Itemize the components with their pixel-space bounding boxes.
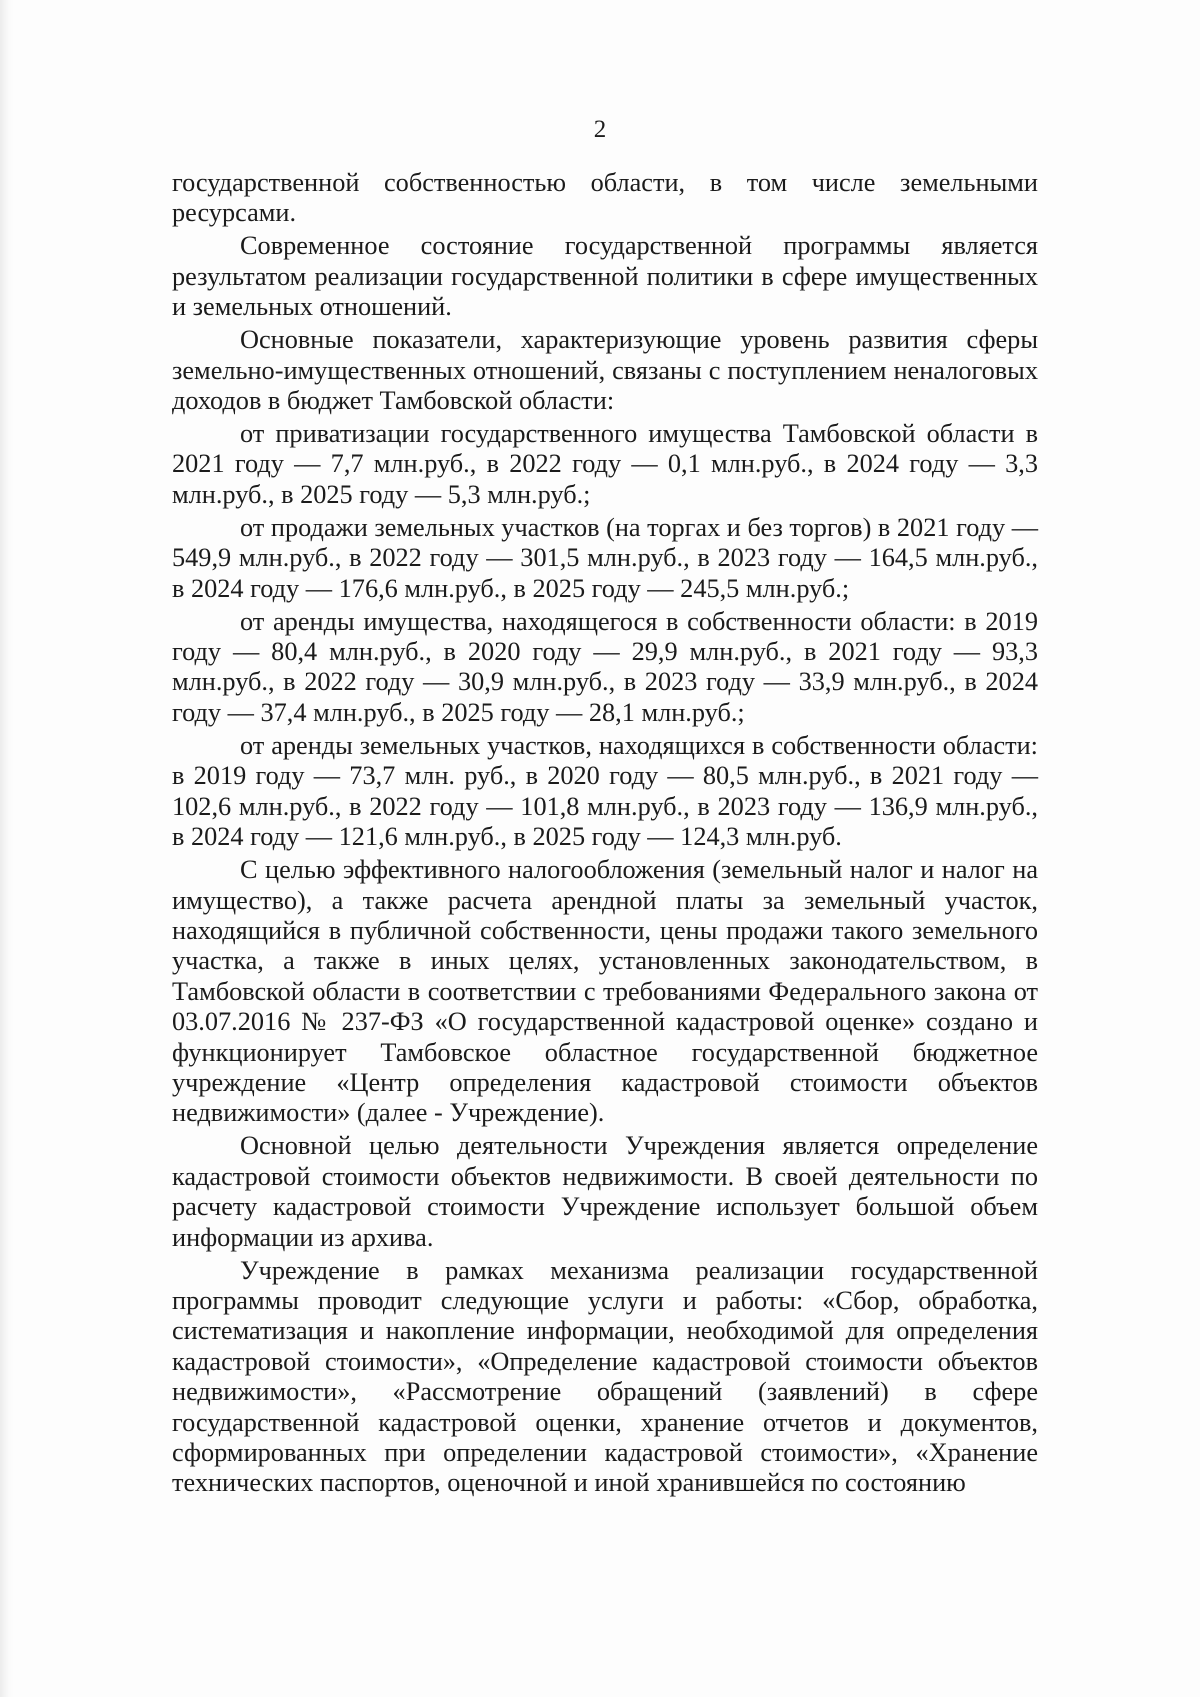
scan-edge-shadow: [0, 0, 14, 1697]
document-body: [172, 168, 1038, 1501]
paragraph-cadastral-institution: С целью эффективного налогообложения (земельный налог и налог на имущество), а также расчета арендной платы за земельный участок, находящийся в публичной собственности, цены продажи такого земельного участка, а также в иных целях, установленных законодательством, в Тамбовской области в соответствии с требованиями Федерального закона от 03.07.2016 № 237-ФЗ «О государственной кадастровой оценке» создано и функционирует Тамбовское областное государственной бюджетное учреждение «Центр определения кадастровой стоимости объектов недвижимости» (далее - Учреждение).: [172, 855, 1038, 1128]
paragraph-privatization-income: от приватизации государственного имущества Тамбовской области в 2021 году — 7,7 млн.руб., в 2022 году — 0,1 млн.руб., в 2024 году — 3,3 млн.руб., в 2025 году — 5,3 млн.руб.;: [172, 419, 1038, 509]
paragraph-main-indicators: Основные показатели, характеризующие уровень развития сферы земельно-имущественных отношений, связаны с поступлением неналоговых доходов в бюджет Тамбовской области:: [172, 325, 1038, 416]
paragraph-continuation: государственной собственностью области, в том числе земельными ресурсами.: [172, 168, 1038, 228]
paragraph-land-rent-income: от аренды земельных участков, находящихся в собственности области: в 2019 году — 73,7 млн. руб., в 2020 году — 80,5 млн.руб., в 2021 году — 102,6 млн.руб., в 2022 году — 101,8 млн.руб., в 2023 году — 136,9 млн.руб., в 2024 году — 121,6 млн.руб., в 2025 году — 124,3 млн.руб.: [172, 730, 1038, 852]
paragraph-institution-goal: Основной целью деятельности Учреждения является определение кадастровой стоимости объектов недвижимости. В своей деятельности по расчету кадастровой стоимости Учреждение использует большой объем информации из архива.: [172, 1131, 1038, 1252]
paragraph-program-state: Современное состояние государственной программы является результатом реализации государственной политики в сфере имущественных и земельных отношений.: [172, 231, 1038, 322]
paragraph-land-sale-income: от продажи земельных участков (на торгах и без торгов) в 2021 году — 549,9 млн.руб., в 2022 году — 301,5 млн.руб., в 2023 году — 164,5 млн.руб., в 2024 году — 176,6 млн.руб., в 2025 году — 245,5 млн.руб.;: [172, 512, 1038, 603]
paragraph-property-rent-income: от аренды имущества, находящегося в собственности области: в 2019 году — 80,4 млн.руб., в 2020 году — 29,9 млн.руб., в 2021 году — 93,3 млн.руб., в 2022 году — 30,9 млн.руб., в 2023 году — 33,9 млн.руб., в 2024 году — 37,4 млн.руб., в 2025 году — 28,1 млн.руб.;: [172, 606, 1038, 727]
page-number: 2: [593, 116, 607, 143]
paragraph-institution-services: Учреждение в рамках механизма реализации государственной программы проводит следующие услуги и работы: «Сбор, обработка, систематизация и накопление информации, необходимой для определения кадастровой стоимости», «Определение кадастровой стоимости объектов недвижимости», «Рассмотрение обращений (заявлений) в сфере государственной кадастровой оценки, хранение отчетов и документов, сформированных при определении кадастровой стоимости», «Хранение технических паспортов, оценочной и иной хранившейся по состоянию: [172, 1255, 1038, 1498]
